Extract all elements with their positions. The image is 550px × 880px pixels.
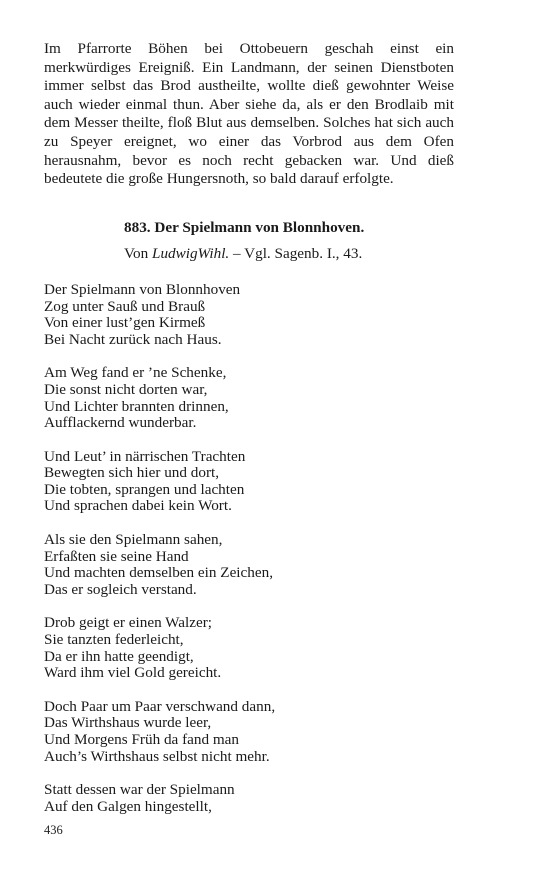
verse-line: Drob geigt er einen Walzer; — [44, 614, 213, 632]
stanza — [44, 615, 454, 681]
verse-line: Bei Nacht zurück nach Haus. — [44, 330, 222, 348]
verse-line: Der Spielmann von Blonnhoven — [44, 280, 241, 298]
page-number: 436 — [44, 823, 63, 837]
verse-line: Erfaßten sie seine Hand — [44, 547, 189, 565]
section-heading: 883. Der Spielmann von Blonnhoven. — [124, 218, 365, 236]
verse-line: Von einer lust’gen Kirmeß — [44, 314, 206, 332]
byline-author: LudwigWihl. — [152, 245, 230, 263]
verse-line: Das er sogleich verstand. — [44, 580, 197, 598]
verse-line: Und Lichter brannten drinnen, — [44, 397, 229, 415]
verse-line: Ward ihm viel Gold gereicht. — [44, 664, 222, 682]
stanza — [44, 449, 454, 515]
verse-line: Die tobten, sprangen und lachten — [44, 480, 245, 498]
verse-line: Das Wirthshaus wurde leer, — [44, 714, 212, 732]
verse-line: Auch’s Wirthshaus selbst nicht mehr. — [44, 747, 270, 765]
verse-line: Sie tanzten federleicht, — [44, 631, 184, 649]
verse-line: Und sprachen dabei kein Wort. — [44, 497, 232, 515]
verse-line: Aufflackernd wunderbar. — [44, 414, 197, 432]
stanza — [44, 782, 454, 815]
verse-line: Als sie den Spielmann sahen, — [44, 531, 223, 549]
byline-suffix: – Vgl. Sagenb. I., 43. — [229, 245, 363, 263]
verse-line: Statt dessen war der Spielmann — [44, 781, 235, 799]
byline — [124, 245, 454, 264]
verse-line: Am Weg fand er ’ne Schenke, — [44, 364, 227, 382]
byline-prefix: Von — [124, 245, 152, 263]
stanza — [44, 699, 454, 765]
verse-line: Da er ihn hatte geendigt, — [44, 647, 194, 665]
verse-line: Doch Paar um Paar verschwand dann, — [44, 697, 276, 715]
verse-line: Und Morgens Früh da fand man — [44, 731, 240, 748]
verse-line: Auf den Galgen hingestellt, — [44, 797, 212, 815]
poem — [44, 282, 454, 815]
verse-line: Und Leut’ in närrischen Trachten — [44, 447, 246, 465]
stanza — [44, 365, 454, 431]
verse-line: Und machten demselben ein Zeichen, — [44, 564, 273, 582]
verse-line: Zog unter Sauß und Brauß — [44, 297, 206, 315]
verse-line: Die sonst nicht dorten war, — [44, 380, 208, 398]
prose-paragraph: Im Pfarrorte Böhen bei Ottobeuern geschah einst ein merkwürdiges Ereigniß. Ein Landmann, der seinen Dienstboten immer selbst das Brod austheilte, wollte dieß gewohnter Weise auch wieder einmal thun. Aber siehe da, als er den Brodlaib mit dem Messer theilte, floß Blut aus demselben. Solches hat sich auch zu Speyer ereignet, wo einer das Vorbrod aus dem Ofen herausnahm, bevor es noch recht gebacken war. Und dieß bedeutete die große Hungersnoth, so bald darauf erfolgte. — [44, 40, 454, 188]
stanza — [44, 282, 454, 348]
stanza — [44, 532, 454, 598]
page-content — [44, 40, 454, 832]
verse-line: Bewegten sich hier und dort, — [44, 464, 220, 482]
